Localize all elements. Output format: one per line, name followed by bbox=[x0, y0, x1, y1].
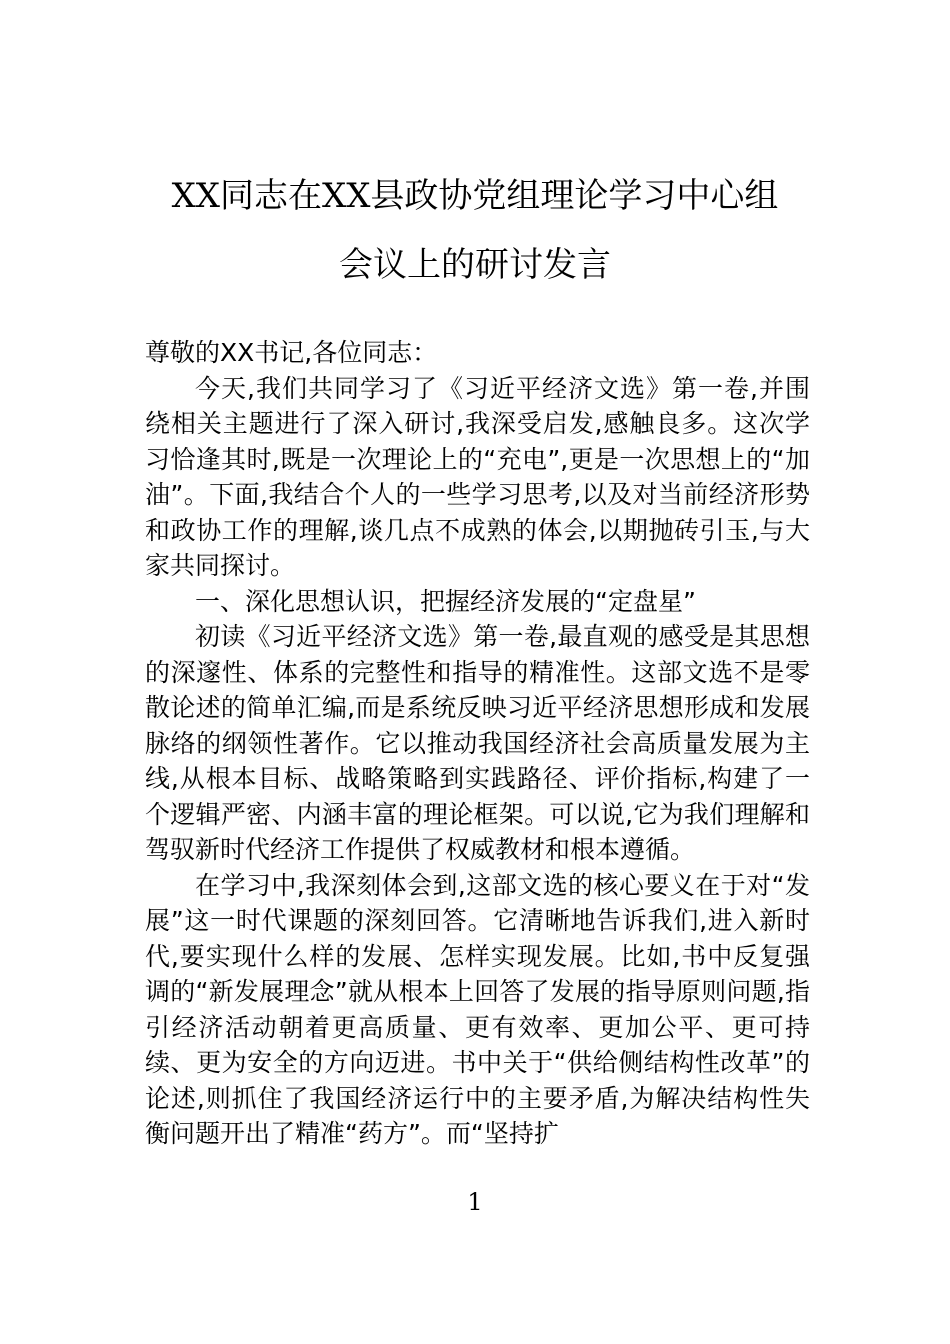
section-heading-1: 一、深化思想认识，把握经济发展的“定盘星” bbox=[195, 586, 696, 616]
page-number: 1 bbox=[467, 1188, 483, 1216]
document-title-line-2: 会议上的研讨发言 bbox=[339, 245, 611, 285]
salutation: 尊敬的XX书记,各位同志： bbox=[145, 338, 438, 367]
document-body bbox=[145, 335, 810, 1152]
document-title-line-1: XX同志在XX县政协党组理论学习中心组 bbox=[171, 176, 779, 216]
paragraph-intro: 今天,我们共同学习了《习近平经济文选》第一卷,并围绕相关主题进行了深入研讨,我深受启发,感触良多。这次学习恰逢其时,既是一次理论上的“充电”,更是一次思想上的“加油”。下面,我结合个人的一些学习思考,以及对当前经济形势和政协工作的理解,谈几点不成熟的体会,以期抛砖引玉,与大家共同探讨。 bbox=[145, 373, 810, 580]
paragraph-core-meaning: 在学习中,我深刻体会到,这部文选的核心要义在于对“发展”这一时代课题的深刻回答。它清晰地告诉我们,进入新时代,要实现什么样的发展、怎样实现发展。比如,书中反复强调的“新发展理念”就从根本上回答了发展的指导原则问题,指引经济活动朝着更高质量、更有效率、更加公平、更可持续、更为安全的方向迈进。书中关于“供给侧结构性改革”的论述,则抓住了我国经济运行中的主要矛盾,为解决结构性失衡问题开出了精准“药方”。而“坚持扩 bbox=[145, 870, 810, 1148]
paragraph-first-reading: 初读《习近平经济文选》第一卷,最直观的感受是其思想的深邃性、体系的完整性和指导的精准性。这部文选不是零散论述的简单汇编,而是系统反映习近平经济思想形成和发展脉络的纲领性著作。它以推动我国经济社会高质量发展为主线,从根本目标、战略策略到实践路径、评价指标,构建了一个逻辑严密、内涵丰富的理论框架。可以说,它为我们理解和驾驭新时代经济工作提供了权威教材和根本遵循。 bbox=[145, 622, 810, 864]
